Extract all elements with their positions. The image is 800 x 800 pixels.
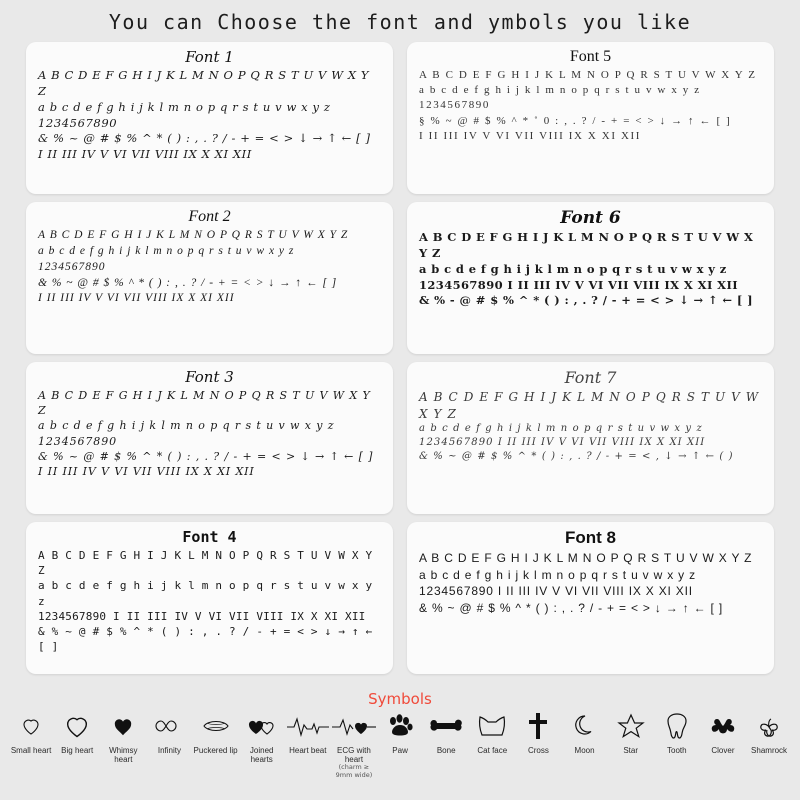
- symbol-item[interactable]: [423, 706, 469, 755]
- small-heart-icon: [8, 706, 54, 746]
- symbol-item[interactable]: [239, 706, 285, 764]
- font-sample-line: A B C D E F G H I J K L M N O P Q R S T U V W X Y Z: [419, 551, 753, 565]
- font-card[interactable]: [407, 362, 774, 514]
- font-sample-line: 1234567890 I II III IV V VI VII VIII IX X XI XII: [419, 436, 706, 448]
- shamrock-icon: [746, 706, 792, 746]
- font-sample-line: a b c d e f g h i j k l m n o p q r s t u v w x y z: [38, 99, 331, 114]
- font-sample-lines: [419, 230, 762, 309]
- cat-face-icon: [469, 706, 515, 746]
- font-sample-line: I II III IV V VI VII VIII IX X XI XII: [419, 129, 642, 142]
- symbol-sublabel: (charm ≥ 9mm wide): [335, 763, 373, 779]
- font-sample-lines: [419, 68, 762, 144]
- font-card-title: Font 1: [185, 48, 234, 66]
- symbol-label: Clover: [711, 746, 735, 755]
- symbol-label: Cross: [527, 746, 549, 755]
- symbol-item[interactable]: [608, 706, 654, 755]
- symbol-label: Moon: [574, 746, 595, 755]
- font-sample-lines: [419, 389, 762, 463]
- paw-icon: [377, 706, 423, 746]
- symbol-item[interactable]: [8, 706, 54, 755]
- font-card[interactable]: [26, 362, 393, 514]
- symbol-item[interactable]: [700, 706, 746, 755]
- clover-icon: [700, 706, 746, 746]
- symbol-item[interactable]: [100, 706, 146, 764]
- puckered-lip-icon: [193, 706, 239, 746]
- symbol-label: Whimsy heart: [109, 746, 138, 765]
- font-card[interactable]: [26, 202, 393, 354]
- font-sample-line: 1234567890 I II III IV V VI VII VIII IX X XI XII: [38, 609, 366, 623]
- font-sample-line: 1234567890: [38, 260, 106, 273]
- font-sample-line: & % ~ @ # $ % ^ * ( ) : , . ? / - + = < > ↓ → ↑ ← [ ]: [38, 449, 374, 463]
- font-sample-line: A B C D E F G H I J K L M N O P Q R S T U V W X Y Z: [419, 230, 754, 260]
- symbol-item[interactable]: [562, 706, 608, 755]
- font-sample-line: I II III IV V VI VII VIII IX X XI XII: [38, 292, 235, 305]
- symbol-item[interactable]: [146, 706, 192, 755]
- font-card-grid: [26, 42, 774, 674]
- symbol-label: Star: [623, 746, 639, 755]
- font-sample-lines: [38, 228, 381, 307]
- page-title: You can Choose the font and ymbols you like: [108, 10, 692, 34]
- symbol-label: Bone: [436, 746, 456, 755]
- font-sample-line: 1234567890 I II III IV V VI VII VIII IX X XI XII: [419, 584, 693, 599]
- font-card-title: Font 7: [564, 368, 617, 387]
- font-sample-line: a b c d e f g h i j k l m n o p q r s t u v w x y z: [38, 244, 295, 257]
- font-sample-lines: [38, 548, 381, 654]
- symbol-label: Tooth: [667, 746, 687, 755]
- ecg-heart-icon: [331, 706, 377, 746]
- font-card-title: Font 3: [185, 368, 234, 386]
- font-sample-line: A B C D E F G H I J K L M N O P Q R S T U V W X Y Z: [419, 390, 760, 421]
- font-sample-line: & % ~ @ # $ % ^ * ( ) : , . ? / - + = < > ↓ → ↑ ← [ ]: [38, 131, 371, 146]
- symbol-item[interactable]: [654, 706, 700, 755]
- symbol-label: Small heart: [10, 746, 52, 755]
- heart-beat-icon: [285, 706, 331, 746]
- font-card-title: Font 2: [188, 208, 231, 225]
- font-sample-line: a b c d e f g h i j k l m n o p q r s t u v w x y z: [419, 84, 701, 97]
- joined-hearts-icon: [239, 706, 285, 746]
- bone-icon: [423, 706, 469, 746]
- symbol-item[interactable]: [193, 706, 239, 755]
- symbol-item[interactable]: [469, 706, 515, 755]
- font-sample-line: & % - @ # $ % ^ * ( ) : , . ? / - + = < > ↓ → ↑ ← [ ]: [419, 293, 753, 308]
- symbol-item[interactable]: [746, 706, 792, 755]
- font-sample-line: I II III IV V VI VII VIII IX X XI XII: [38, 464, 255, 478]
- font-sample-lines: [419, 550, 762, 616]
- font-card[interactable]: [407, 42, 774, 194]
- font-sample-line: & % ~ @ # $ % ^ * ( ) : , . ? / - + = < , ↓ → ↑ ← ( ): [419, 450, 734, 462]
- font-sample-line: a b c d e f g h i j k l m n o p q r s t u v w x y z: [419, 423, 703, 435]
- font-sample-line: 1234567890: [38, 115, 118, 130]
- font-sample-lines: [38, 68, 381, 163]
- font-card-title: Font 4: [182, 528, 237, 546]
- font-card[interactable]: [407, 202, 774, 354]
- font-sample-line: a b c d e f g h i j k l m n o p q r s t u v w x y z: [419, 567, 696, 582]
- font-card[interactable]: [407, 522, 774, 674]
- font-sample-line: 1234567890: [419, 99, 490, 112]
- font-sample-line: & % ~ @ # $ % ^ * ( ) : , . ? / - + = < > ↓ → ↑ ← [ ]: [38, 624, 373, 654]
- font-sample-line: a b c d e f g h i j k l m n o p q r s t u v w x y z: [38, 579, 373, 608]
- symbol-label: Shamrock: [751, 746, 788, 755]
- font-sample-line: A B C D E F G H I J K L M N O P Q R S T U V W X Y Z: [38, 68, 370, 98]
- cross-icon: [515, 706, 561, 746]
- font-sample-line: a b c d e f g h i j k l m n o p q r s t u v w x y z: [419, 261, 727, 276]
- font-sample-line: § % ~ @ # $ % ^ * ˚ 0 : , . ? / - + = < > ↓ → ↑ ← [ ]: [419, 114, 732, 127]
- font-sample-line: A B C D E F G H I J K L M N O P Q R S T U V W X Y Z: [38, 229, 349, 241]
- whimsy-heart-icon: [100, 706, 146, 746]
- symbols-section-title: Symbols: [368, 690, 432, 708]
- star-icon: [608, 706, 654, 746]
- font-card-title: Font 6: [560, 208, 621, 228]
- font-sample-line: & % ~ @ # $ % ^ * ( ) : , . ? / - + = < > ↓ → ↑ ← [ ]: [38, 276, 338, 289]
- symbol-item[interactable]: [331, 706, 377, 779]
- symbol-label: ECG with heart: [337, 746, 371, 765]
- symbol-item[interactable]: [54, 706, 100, 755]
- font-sample-lines: [38, 388, 381, 479]
- font-sample-line: A B C D E F G H I J K L M N O P Q R S T U V W X Y Z: [38, 549, 373, 578]
- font-sample-line: I II III IV V VI VII VIII IX X XI XII: [38, 147, 252, 162]
- big-heart-icon: [54, 706, 100, 746]
- symbol-item[interactable]: [285, 706, 331, 755]
- font-sample-line: 1234567890: [38, 434, 117, 448]
- symbol-item[interactable]: [515, 706, 561, 755]
- font-card[interactable]: [26, 522, 393, 674]
- font-sample-line: a b c d e f g h i j k l m n o p q r s t u v w x y z: [38, 419, 335, 433]
- symbol-label: Heart beat: [289, 746, 327, 755]
- infinity-icon: [146, 706, 192, 746]
- symbol-label: Puckered lip: [193, 746, 238, 755]
- font-sample-line: A B C D E F G H I J K L M N O P Q R S T U V W X Y Z: [38, 389, 371, 418]
- font-card-title: Font 8: [565, 528, 616, 547]
- font-sample-line: & % ~ @ # $ % ^ * ( ) : , . ? / - + = < > ↓ → ↑ ← [ ]: [419, 600, 723, 615]
- symbol-label: Paw: [392, 746, 408, 755]
- moon-icon: [562, 706, 608, 746]
- symbol-label: Joined hearts: [249, 746, 274, 765]
- symbol-label: Big heart: [61, 746, 94, 755]
- tooth-icon: [654, 706, 700, 746]
- symbol-item[interactable]: [377, 706, 423, 755]
- font-card[interactable]: [26, 42, 393, 194]
- font-card-title: Font 5: [569, 48, 612, 65]
- font-sample-line: A B C D E F G H I J K L M N O P Q R S T U V W X Y Z: [419, 69, 757, 81]
- font-sample-line: 1234567890 I II III IV V VI VII VIII IX X XI XII: [419, 277, 739, 292]
- symbol-label: Infinity: [157, 746, 181, 755]
- symbols-row: [8, 706, 792, 779]
- symbol-label: Cat face: [477, 746, 508, 755]
